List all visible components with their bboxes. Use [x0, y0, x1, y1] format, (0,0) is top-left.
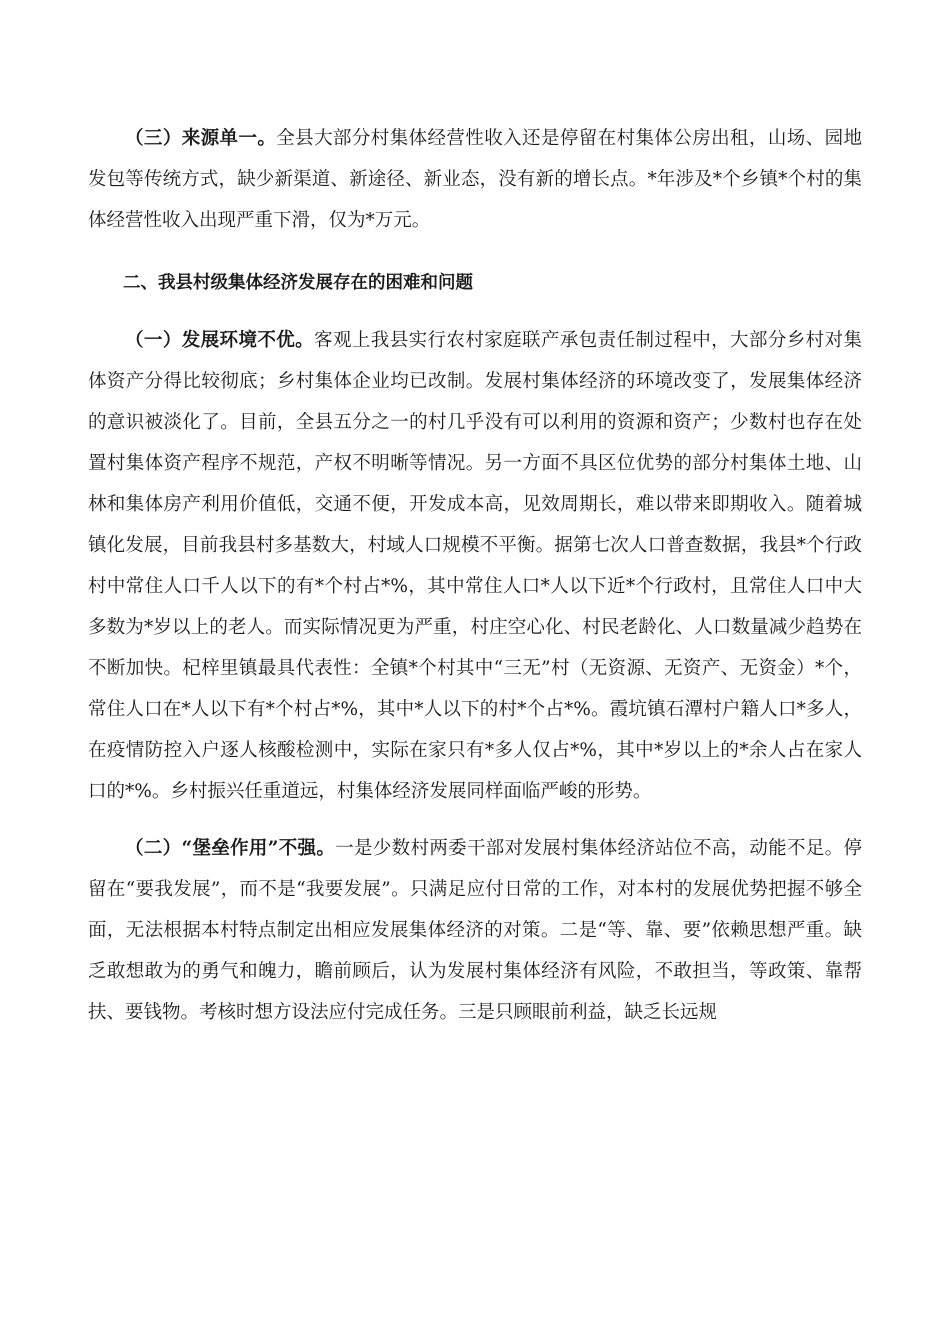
paragraph-environment — [88, 320, 862, 812]
document-page — [88, 118, 862, 1033]
paragraph-lead: （一）发展环境不优。 — [125, 330, 315, 351]
paragraph-body: 一是少数村两委干部对发展村集体经济站位不高，动能不足。停留在“要我发展”，而不是“我要发展”。只满足应付日常的工作，对本村的发展优势把握不够全面，无法根据本村特点制定出相应发展集体经济的对策。二是“等、靠、要”依赖思想严重。缺乏敢想敢为的勇气和魄力，瞻前顾后，认为发展村集体经济有风险，不敢担当，等政策、靠帮扶、要钱物。考核时想方设法应付完成任务。三是只顾眼前利益，缺乏长远规 — [88, 838, 862, 1023]
paragraph-body: 客观上我县实行农村家庭联产承包责任制过程中，大部分乡村对集体资产分得比较彻底；乡村集体企业均已改制。发展村集体经济的环境改变了，发展集体经济的意识被淡化了。目前，全县五分之一的村几乎没有可以利用的资源和资产；少数村也存在处置村集体资产程序不规范，产权不明晰等情况。另一方面不具区位优势的部分村集体土地、山林和集体房产利用价值低，交通不便，开发成本高，见效周期长，难以带来即期收入。随着城镇化发展，目前我县村多基数大，村域人口规模不平衡。据第七次人口普查数据，我县*个行政村中常住人口千人以下的有*个村占*%，其中常住人口*人以下近*个行政村，且常住人口中大多数为*岁以上的老人。而实际情况更为严重，村庄空心化、村民老龄化、人口数量减少趋势在不断加快。杞梓里镇最具代表性：全镇*个村其中“三无”村（无资源、无资产、无资金）*个，常住人口在*人以下有*个村占*%，其中*人以下的村*个占*%。霞坑镇石潭村户籍人口*多人，在疫情防控入户逐人核酸检测中，实际在家只有*多人仅占*%，其中*岁以上的*余人占在家人口的*%。乡村振兴任重道远，村集体经济发展同样面临严峻的形势。 — [88, 330, 862, 802]
paragraph-lead: （二）“堡垒作用”不强。 — [125, 838, 336, 859]
paragraph-bastion-role — [88, 828, 862, 1033]
paragraph-body: 全县大部分村集体经营性收入还是停留在村集体公房出租，山场、园地发包等传统方式，缺少新渠道、新途径、新业态，没有新的增长点。*年涉及*个乡镇*个村的集体经营性收入出现严重下滑，仅为*万元。 — [88, 128, 862, 231]
section-heading: 二、我县村级集体经济发展存在的困难和问题 — [123, 273, 473, 293]
paragraph-lead: （三）来源单一。 — [125, 128, 277, 149]
paragraph-source-single — [88, 118, 862, 241]
